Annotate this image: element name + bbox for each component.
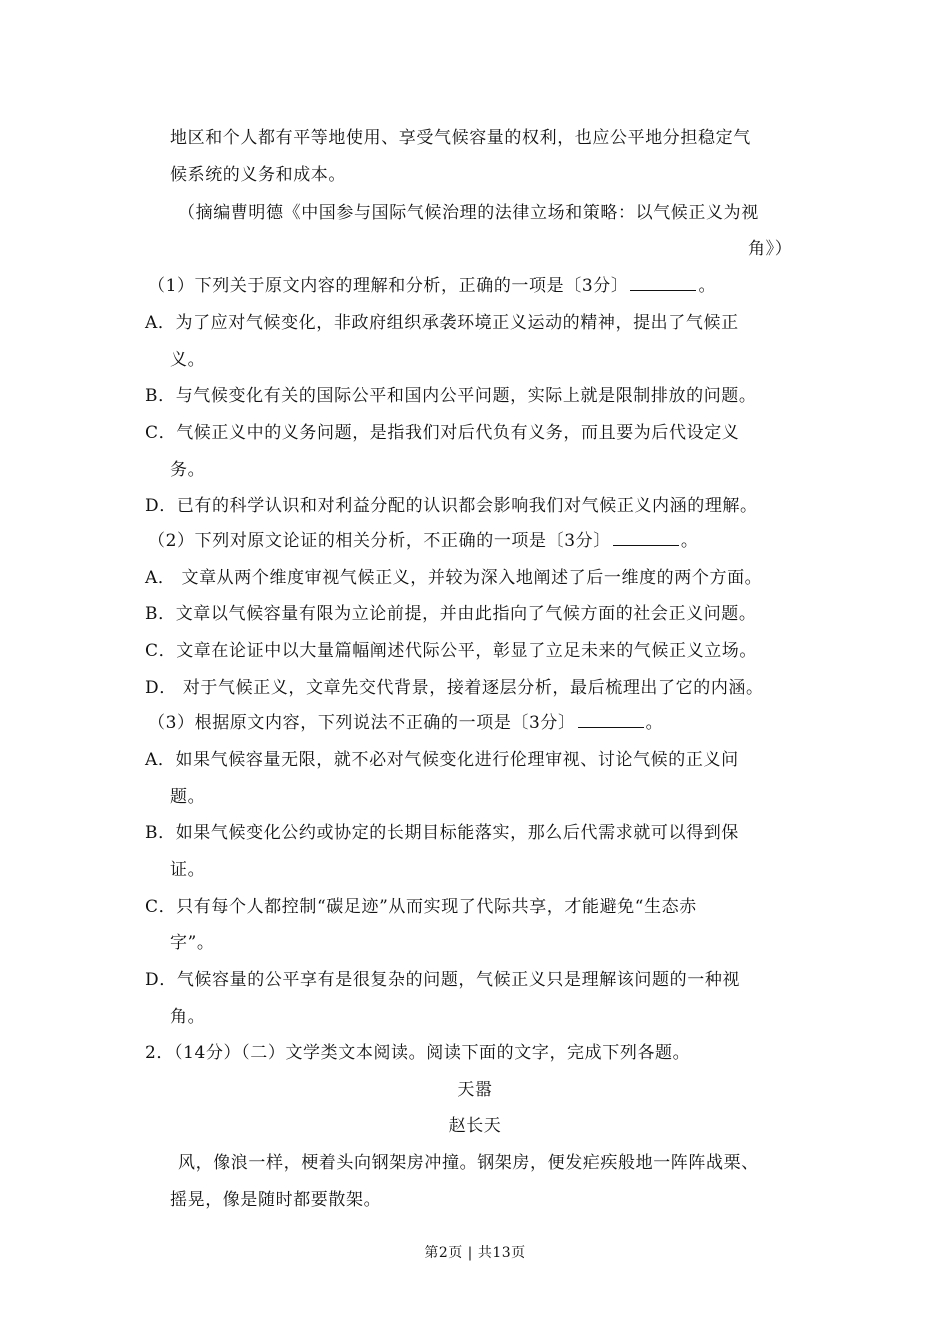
option-d: D．气候容量的公平享有是很复杂的问题，气候正义只是理解该问题的一种视 (145, 970, 741, 990)
option-c: C．只有每个人都控制“碳足迹”从而实现了代际共享，才能避免“生态赤 (145, 897, 697, 917)
page-footer: 第2页 | 共13页 (424, 1245, 526, 1261)
option-c-cont: 务。 (170, 460, 206, 480)
source-citation-end: 角》） (748, 239, 793, 259)
option-b: B．如果气候变化公约或协定的长期目标能落实，那么后代需求就可以得到保 (145, 823, 739, 843)
story-paragraph: 风，像浪一样，梗着头向钢架房冲撞。钢架房，便发疟疾般地一阵阵战栗、 (178, 1153, 759, 1173)
option-d-cont: 角。 (170, 1007, 206, 1027)
passage-line: 地区和个人都有平等地使用、享受气候容量的权利，也应公平地分担稳定气 (170, 128, 751, 148)
option-b-cont: 证。 (170, 860, 206, 880)
option-a: A．为了应对气候变化，非政府组织承袭环境正义运动的精神，提出了气候正 (145, 313, 739, 333)
option-c: C．气候正义中的义务问题，是指我们对后代负有义务，而且要为后代设定义 (145, 423, 740, 443)
option-b: B．与气候变化有关的国际公平和国内公平问题，实际上就是限制排放的问题。 (145, 386, 757, 406)
option-a-cont: 义。 (170, 350, 206, 370)
source-citation: （摘编曹明德《中国参与国际气候治理的法律立场和策略：以气候正义为视 (178, 203, 759, 223)
section-heading: 2．（14分）（二）文学类文本阅读。阅读下面的文字，完成下列各题。 (145, 1043, 691, 1063)
option-b: B．文章以气候容量有限为立论前提，并由此指向了气候方面的社会正义问题。 (145, 604, 757, 624)
answer-blank[interactable] (613, 530, 679, 546)
option-c: C．文章在论证中以大量篇幅阐述代际公平，彰显了立足未来的气候正义立场。 (145, 641, 758, 661)
option-c-cont: 字”。 (170, 933, 215, 953)
option-a-cont: 题。 (170, 787, 206, 807)
question-stem-text: （1）下列关于原文内容的理解和分析，正确的一项是〔3分〕 (148, 276, 629, 296)
story-author: 赵长天 (448, 1116, 502, 1136)
question-3-stem: （3）根据原文内容，下列说法不正确的一项是〔3分〕 。 (148, 713, 664, 733)
option-a: A． 文章从两个维度审视气候正义，并较为深入地阐述了后一维度的两个方面。 (145, 568, 763, 588)
story-paragraph-cont: 摇晃，像是随时都要散架。 (170, 1190, 382, 1210)
question-2-stem: （2）下列对原文论证的相关分析，不正确的一项是〔3分〕 。 (148, 531, 699, 551)
option-a: A．如果气候容量无限，就不必对气候变化进行伦理审视、讨论气候的正义问 (145, 750, 739, 770)
question-stem-text: （3）根据原文内容，下列说法不正确的一项是〔3分〕 (148, 713, 576, 733)
answer-blank[interactable] (578, 712, 644, 728)
option-d: D．已有的科学认识和对利益分配的认识都会影响我们对气候正义内涵的理解。 (145, 496, 758, 516)
question-stem-text: （2）下列对原文论证的相关分析，不正确的一项是〔3分〕 (148, 531, 611, 551)
answer-blank[interactable] (630, 275, 696, 291)
passage-line: 候系统的义务和成本。 (170, 165, 346, 185)
option-d: D． 对于气候正义，文章先交代背景，接着逐层分析，最后梳理出了它的内涵。 (145, 678, 764, 698)
question-1-stem: （1）下列关于原文内容的理解和分析，正确的一项是〔3分〕 。 (148, 276, 717, 296)
story-title: 天嚣 (457, 1080, 493, 1100)
